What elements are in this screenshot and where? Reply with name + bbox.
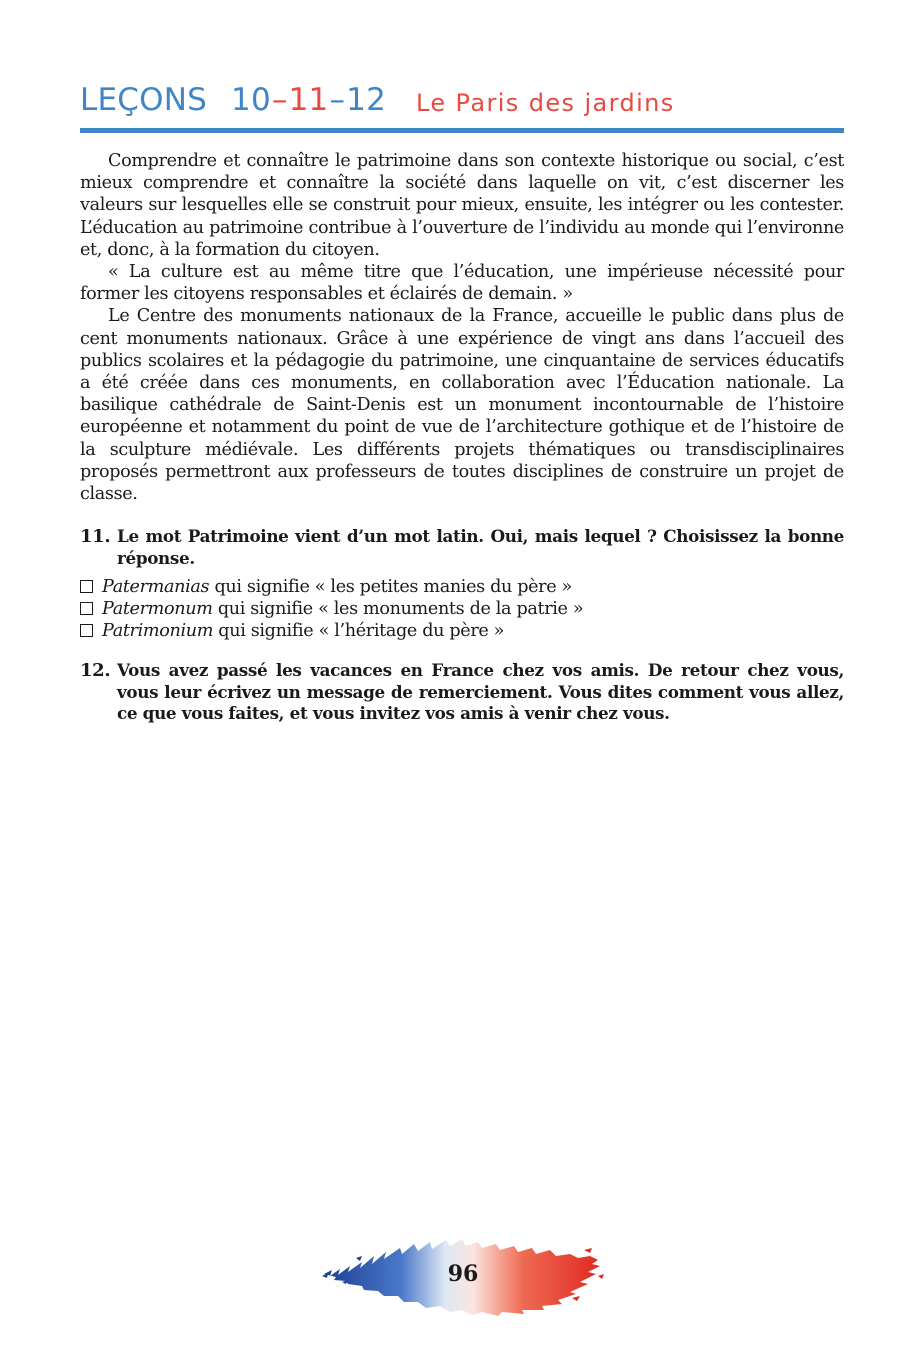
reading-text <box>80 150 844 505</box>
lesson-dash-2: – <box>329 82 346 118</box>
exercise-number: 11. <box>80 526 111 547</box>
choice-latin-word: Patrimonium <box>102 621 214 642</box>
lesson-number-first: 10 <box>231 82 271 118</box>
lesson-topic-title: Le Paris des jardins <box>416 89 675 117</box>
choice-item[interactable] <box>80 620 844 642</box>
choice-meaning: qui signifie « les petites manies du père » <box>214 577 572 597</box>
exercise-prompt: Le mot Patrimoine vient d’un mot latin. Oui, mais lequel ? Choisissez la bonne réponse. <box>117 526 844 568</box>
choice-meaning: qui signifie « les monuments de la patrie » <box>217 599 584 620</box>
exercise-12 <box>80 660 844 725</box>
choice-latin-word: Patermonum <box>102 599 213 620</box>
page-header <box>80 80 844 133</box>
checkbox[interactable] <box>80 602 93 615</box>
answer-choices <box>80 576 844 643</box>
choice-item[interactable] <box>80 598 844 620</box>
lesson-number-second: 11 <box>288 82 329 118</box>
checkbox[interactable] <box>80 624 93 637</box>
paragraph: « La culture est au même titre que l’éducation, une impérieuse nécessité pour former les citoyens responsables et éclairés de demain. » <box>80 262 844 305</box>
lesson-dash-1: – <box>271 82 288 118</box>
exercise-number: 12. <box>80 660 111 681</box>
paragraph: Comprendre et connaître le patrimoine dans son contexte historique ou social, c’est mieux comprendre et connaître la société dans laquelle on vit, c’est discerner les valeurs sur lesquelles elle se construit pour mieux, ensuite, les intégrer ou les contester. L’éducation au patrimoine contribue à l’ouverture de l’individu au monde qui l’environne et, donc, à la formation du citoyen. <box>80 151 844 260</box>
paragraph: Le Centre des monuments nationaux de la France, accueille le public dans plus de cent monuments nationaux. Grâce à une expérience de vingt ans dans l’accueil des publics scolaires et la pédagogie du patrimoine, une cinquantaine de services éducatifs a été créée dans ces monuments, en collaboration avec l’Éducation nationale. La basilique cathédrale de Saint-Denis est un monument incontournable de l’histoire européenne et notamment du point de vue de l’architecture gothique et de l’histoire de la sculpture médiévale. Les différents projets thématiques ou transdisciplinaires proposés permettront aux professeurs de toutes disciplines de construire un projet de classe. <box>80 306 844 505</box>
exercise-prompt: Vous avez passé les vacances en France chez vos amis. De retour chez vous, vous leur écrivez un message de remerciement. Vous dites comment vous allez, ce que vous faites, et vous invitez vos amis à venir chez vous. <box>117 660 844 724</box>
lesson-prefix: LEÇONS <box>80 82 207 118</box>
lesson-numbers <box>80 80 386 120</box>
choice-item[interactable] <box>80 576 844 598</box>
page-number: 96 <box>447 1261 479 1287</box>
exercise-11 <box>80 526 844 569</box>
choice-meaning: qui signifie « l’héritage du père » <box>218 621 505 642</box>
checkbox[interactable] <box>80 580 93 593</box>
choice-latin-word: Patermanias <box>102 577 210 597</box>
lesson-number-third: 12 <box>346 82 387 118</box>
